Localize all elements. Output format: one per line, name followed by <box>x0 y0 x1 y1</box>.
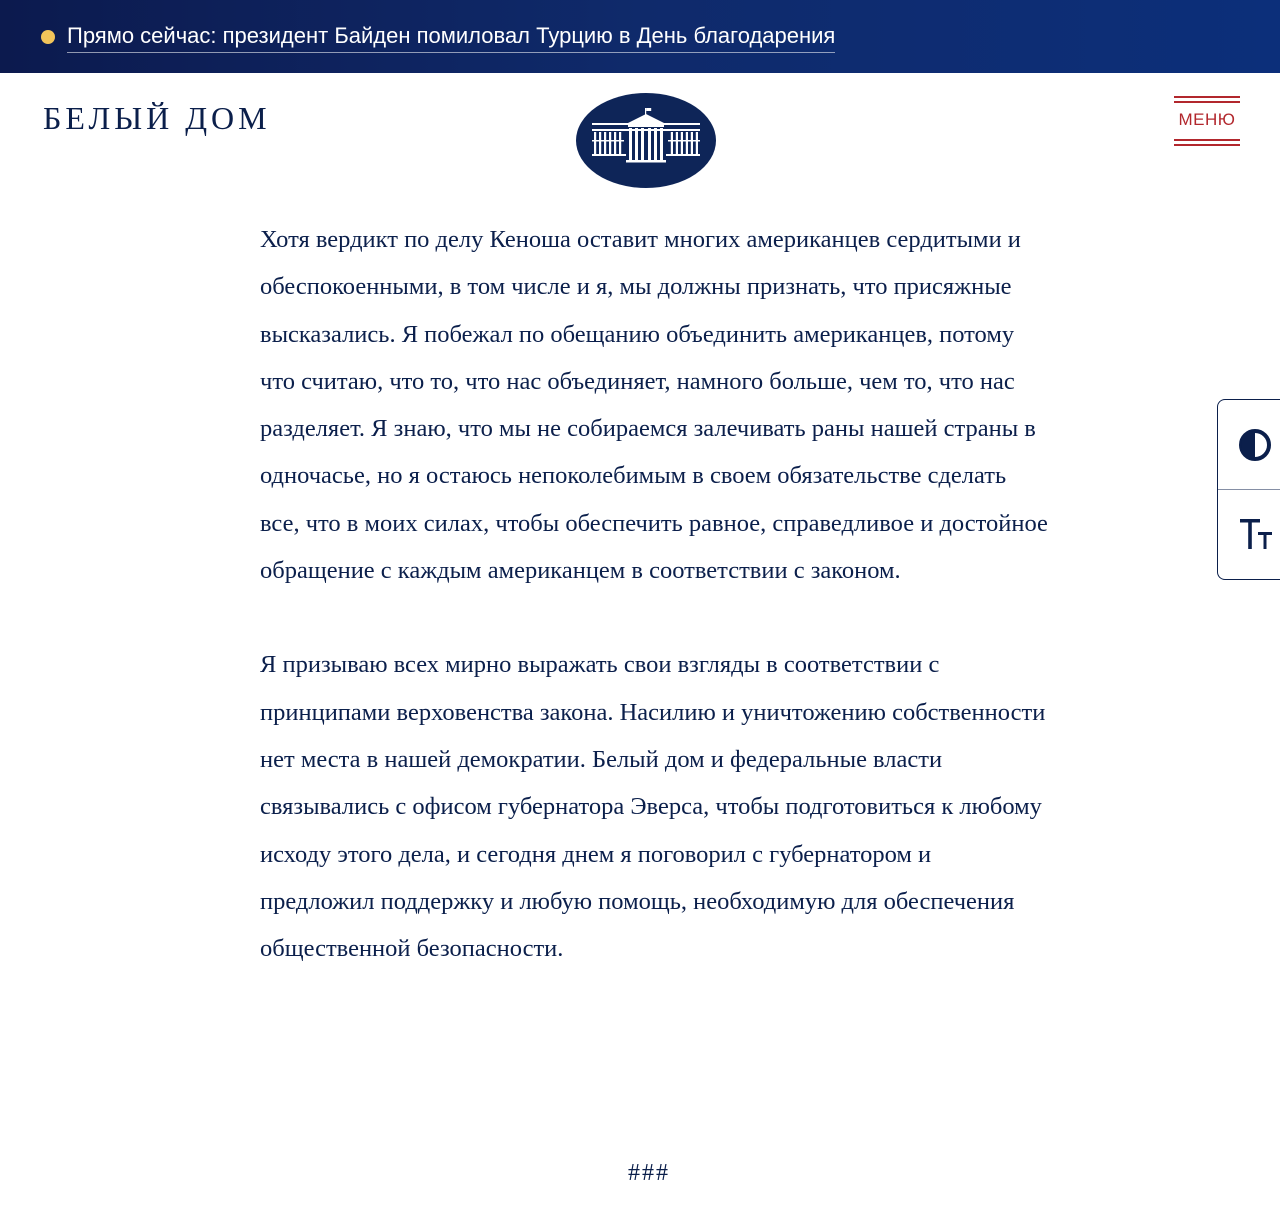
end-of-release-mark: ### <box>628 1160 670 1186</box>
article-paragraph-1: Хотя вердикт по делу Кеноша оставит многих американцев сердитыми и обеспокоенными, в том числе и я, мы должны признать, что присяжные высказались. Я побежал по обещанию объединить американцев, потому что считаю, что то, что нас объединяет, намного больше, чем то, что нас разделяет. Я знаю, что мы не собираемся залечивать раны нашей страны в одночасье, но я остаюсь непоколебимым в своем обязательстве сделать все, что в моих силах, чтобы обеспечить равное, справедливое и достойное обращение с каждым американцем в соответствии с законом. <box>260 226 1048 585</box>
live-news-link[interactable]: Прямо сейчас: президент Байден помиловал Турцию в День благодарения <box>67 22 835 53</box>
menu-label: МЕНЮ <box>1178 110 1236 129</box>
contrast-toggle-button[interactable] <box>1218 400 1280 489</box>
contrast-icon <box>1218 400 1280 489</box>
live-indicator-dot <box>41 30 55 44</box>
white-house-logo[interactable] <box>576 93 716 188</box>
accessibility-widget <box>1217 399 1280 580</box>
white-house-logo-icon <box>576 93 716 188</box>
text-size-icon <box>1218 490 1280 579</box>
site-title[interactable]: БЕЛЫЙ ДОМ <box>43 100 271 136</box>
article-paragraph-2: Я призываю всех мирно выражать свои взгляды в соответствии с принципами верховенства закона. Насилию и уничтожению собственности нет места в нашей демократии. Белый дом и федеральные власти связывались с офисом губернатора Эверса, чтобы подготовиться к любому исходу этого дела, и сегодня днем я поговорил с губернатором и предложил поддержку и любую помощь, необходимую для обеспечения общественной безопасности. <box>260 651 1046 963</box>
menu-top-line-2 <box>1174 101 1240 103</box>
text-size-button[interactable] <box>1218 490 1280 579</box>
menu-top-line-1 <box>1174 96 1240 98</box>
menu-bottom-line-1 <box>1174 139 1240 141</box>
menu-bottom-line-2 <box>1174 144 1240 146</box>
article-body <box>260 216 1050 1019</box>
menu-button[interactable] <box>1174 96 1240 146</box>
live-banner <box>0 0 1280 73</box>
